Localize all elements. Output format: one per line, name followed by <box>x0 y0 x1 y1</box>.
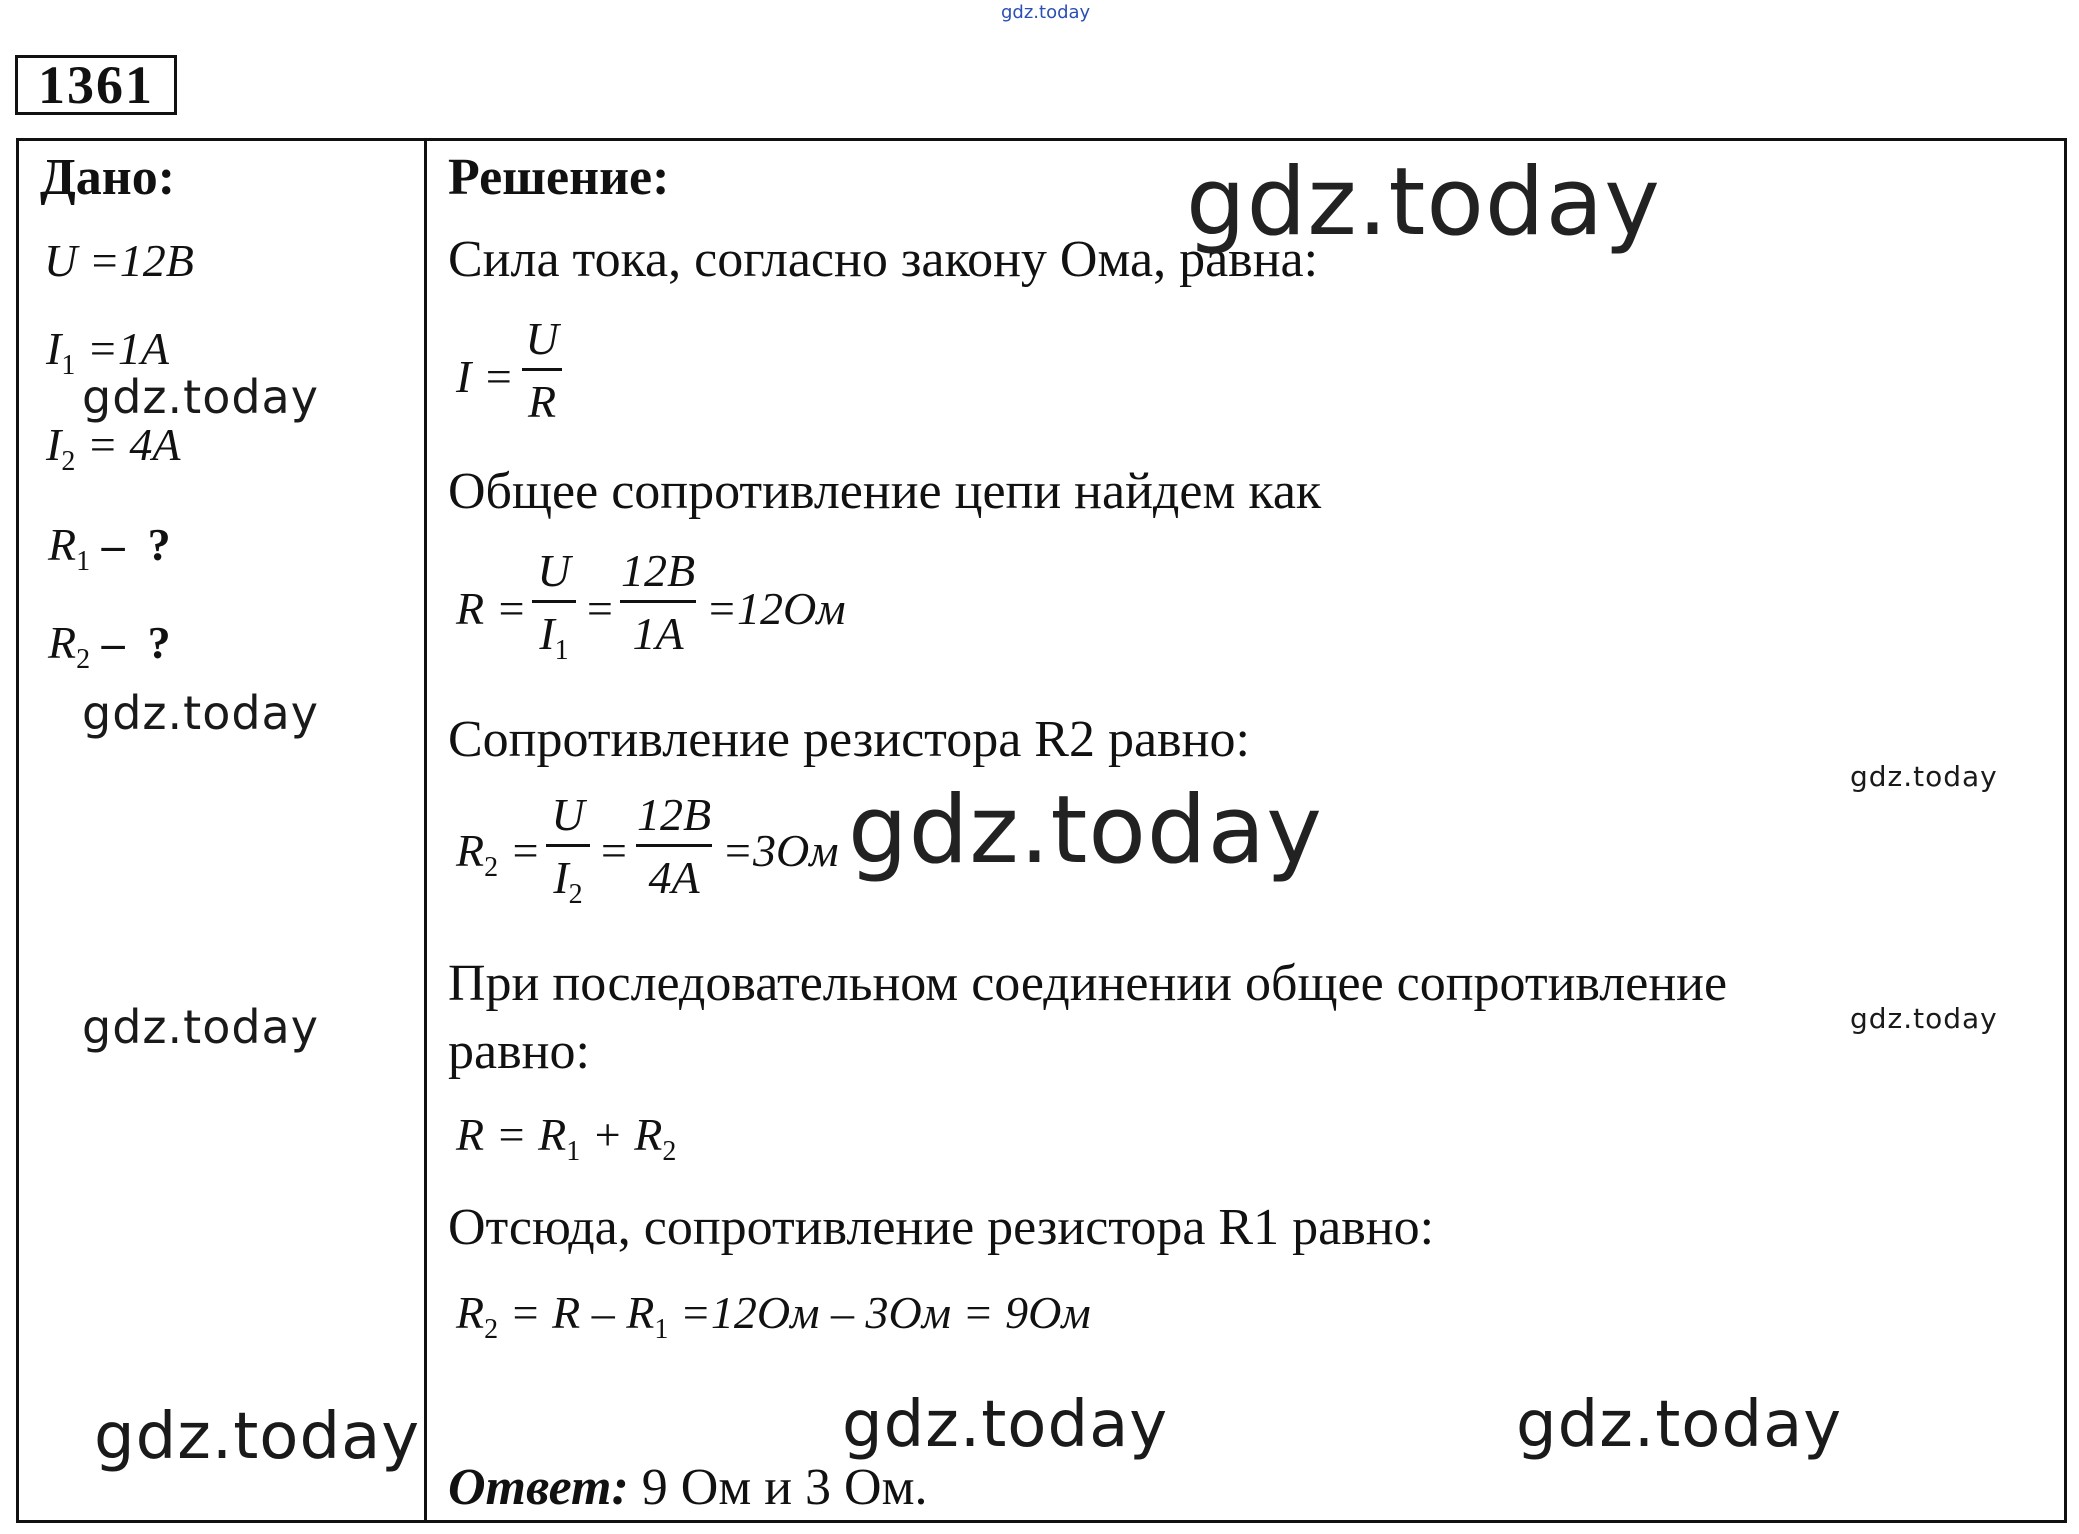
column-divider <box>424 138 427 1523</box>
solution-para-4b: равно: <box>448 1023 590 1080</box>
solution-para-2: Общее сопротивление цепи найдем как <box>448 463 1322 520</box>
formula-1-numerator: U <box>525 313 559 364</box>
formula-3-eq: = <box>598 825 630 876</box>
given-voltage: U =12B <box>44 235 194 286</box>
watermark-bottom-right: gdz.today <box>1516 1388 1843 1462</box>
formula-3-fraction-2 <box>636 789 712 903</box>
formula-3-numerator-2: 12B <box>636 789 712 840</box>
watermark-large-middle: gdz.today <box>848 776 1323 885</box>
formula-2-fraction-2 <box>620 545 696 659</box>
formula-2-denominator-2: 1A <box>632 608 684 659</box>
formula-3-denominator-2: 4A <box>648 852 700 903</box>
formula-2-numerator-1: U <box>537 545 571 596</box>
given-unknown-r1: $R_1$ – ? <box>48 519 171 577</box>
watermark-left-2: gdz.today <box>82 686 319 740</box>
watermark-bottom-left: gdz.today <box>94 1400 421 1474</box>
problem-number: 1361 <box>15 55 177 115</box>
formula-3-rhs: =3Ом <box>722 825 839 876</box>
given-current-2: $I_2 = 4A$ <box>46 419 181 477</box>
formula-2-rhs: =12Ом <box>706 583 846 634</box>
given-header: Дано: <box>40 149 176 206</box>
given-current-1: $I_1 =1A$ <box>46 323 169 381</box>
watermark-large-top: gdz.today <box>1186 148 1661 257</box>
solution-para-1: Сила тока, согласно закону Ома, равна: <box>448 231 1319 288</box>
formula-1-denominator: R <box>527 376 557 427</box>
formula-1-lhs: I = <box>456 351 514 402</box>
formula-2-numerator-2: 12B <box>620 545 696 596</box>
formula-5: $R_2 = R - R_1 =12Ом - 3Ом = 9Ом$ <box>456 1287 1091 1345</box>
watermark-bottom-center: gdz.today <box>842 1388 1169 1462</box>
watermark-right-1: gdz.today <box>1850 760 1998 793</box>
solution-para-3: Сопротивление резистора R2 равно: <box>448 711 1250 768</box>
solution-header: Решение: <box>448 149 670 206</box>
formula-3-fraction-1 <box>546 789 590 910</box>
watermark-left-3: gdz.today <box>82 1000 319 1054</box>
formula-2-denominator-1: $I_1$ <box>539 608 569 666</box>
solution-para-4a: При последовательном соединении общее сопротивление <box>448 955 1728 1012</box>
watermark-right-2: gdz.today <box>1850 1002 1998 1035</box>
given-unknown-r2: $R_2$ – ? <box>48 617 171 675</box>
formula-4: $R = R_1 + R_2$ <box>456 1109 677 1167</box>
solution-para-5: Отсюда, сопротивление резистора R1 равно: <box>448 1199 1435 1256</box>
formula-3-denominator-1: $I_2$ <box>553 852 583 910</box>
formula-2-lhs: R = <box>456 583 527 634</box>
formula-2-fraction-1 <box>532 545 576 666</box>
answer-label: Ответ: <box>448 1459 629 1516</box>
formula-3-numerator-1: U <box>551 789 585 840</box>
answer-text: 9 Ом и 3 Ом. <box>628 1459 928 1516</box>
site-header-watermark: gdz.today <box>1001 2 1091 23</box>
answer-line <box>448 1458 928 1517</box>
formula-1-fraction <box>522 313 562 427</box>
formula-2-eq: = <box>584 583 616 634</box>
watermark-left-1: gdz.today <box>82 370 319 424</box>
formula-3-lhs: $R_2$ = <box>456 825 541 883</box>
